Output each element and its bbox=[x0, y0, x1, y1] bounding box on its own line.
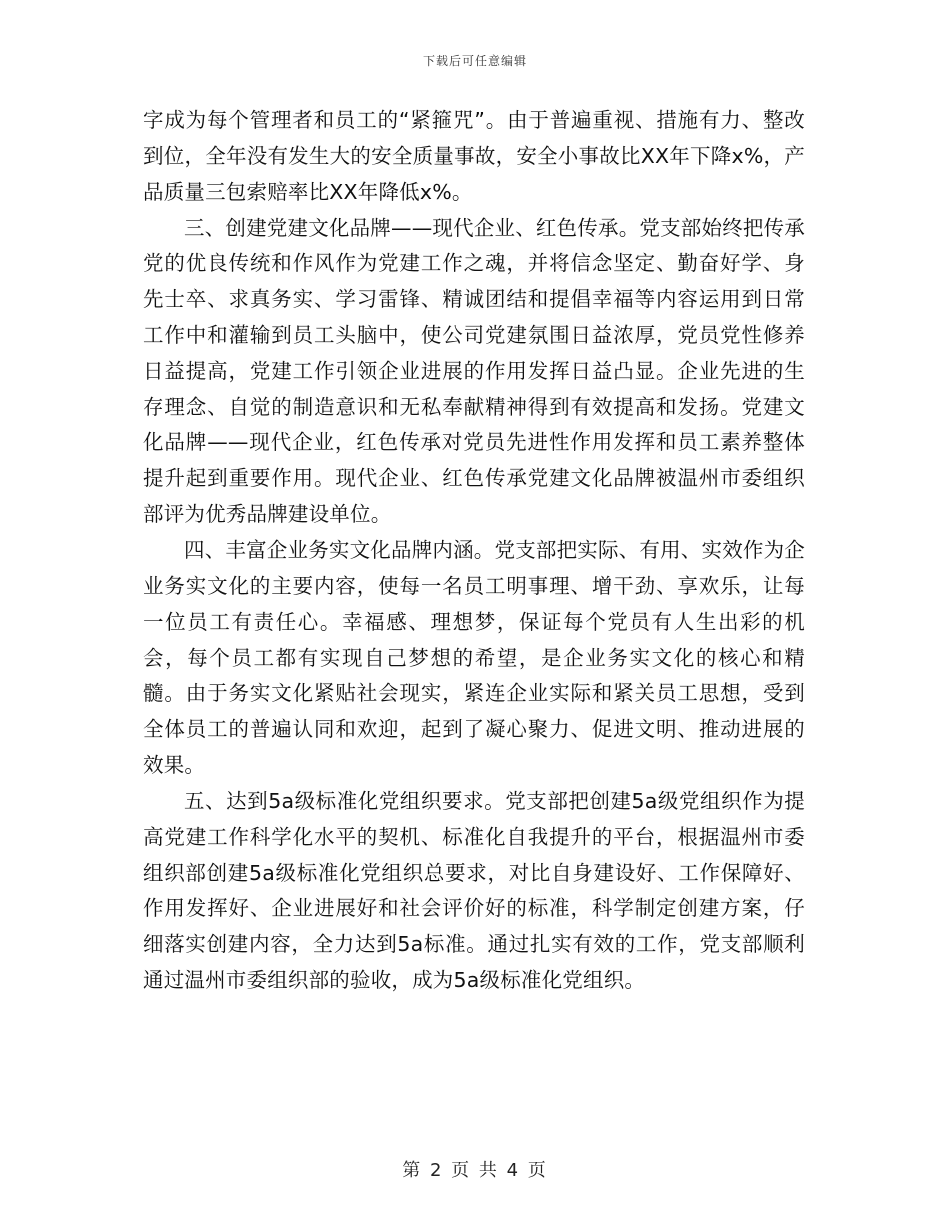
paragraph-section-three: 三、创建党建文化品牌——现代企业、红色传承。党支部始终把传承党的优良传统和作风作为党建工作之魂，并将信念坚定、勤奋好学、身先士卒、求真务实、学习雷锋、精诚团结和提倡幸福等内容运用到日常工作中和灌输到员工头脑中，使公司党建氛围日益浓厚，党员党性修养日益提高，党建工作引领企业进展的作用发挥日益凸显。企业先进的生存理念、自觉的制造意识和无私奉献精神得到有效提高和发扬。党建文化品牌——现代企业，红色传承对党员先进性作用发挥和员工素养整体提升起到重要作用。现代企业、红色传承党建文化品牌被温州市委组织部评为优秀品牌建设单位。 bbox=[143, 215, 805, 527]
document-body bbox=[143, 103, 805, 999]
paragraph-continuation: 字成为每个管理者和员工的“紧箍咒”。由于普遍重视、措施有力、整改到位，全年没有发生大的安全质量事故，安全小事故比XX年下降x%，产品质量三包索赔率比XX年降低x%。 bbox=[143, 108, 805, 204]
paragraph-section-four: 四、丰富企业务实文化品牌内涵。党支部把实际、有用、实效作为企业务实文化的主要内容，使每一名员工明事理、增干劲、享欢乐，让每一位员工有责任心。幸福感、理想梦，保证每个党员有人生出彩的机会，每个员工都有实现自己梦想的希望，是企业务实文化的核心和精髓。由于务实文化紧贴社会现实，紧连企业实际和紧关员工思想，受到全体员工的普遍认同和欢迎，起到了凝心聚力、促进文明、推动进展的效果。 bbox=[143, 538, 805, 777]
page-number-footer: 第 2 页 共 4 页 bbox=[402, 1160, 548, 1181]
paragraph-section-five: 五、达到5a级标准化党组织要求。党支部把创建5a级党组织作为提高党建工作科学化水平的契机、标准化自我提升的平台，根据温州市委组织部创建5a级标准化党组织总要求，对比自身建设好、工作保障好、作用发挥好、企业进展好和社会评价好的标准，科学制定创建方案，仔细落实创建内容，全力达到5a标准。通过扎实有效的工作，党支部顺利通过温州市委组织部的验收，成为5a级标准化党组织。 bbox=[143, 789, 805, 993]
page-header: 下载后可任意编辑 bbox=[422, 54, 527, 68]
